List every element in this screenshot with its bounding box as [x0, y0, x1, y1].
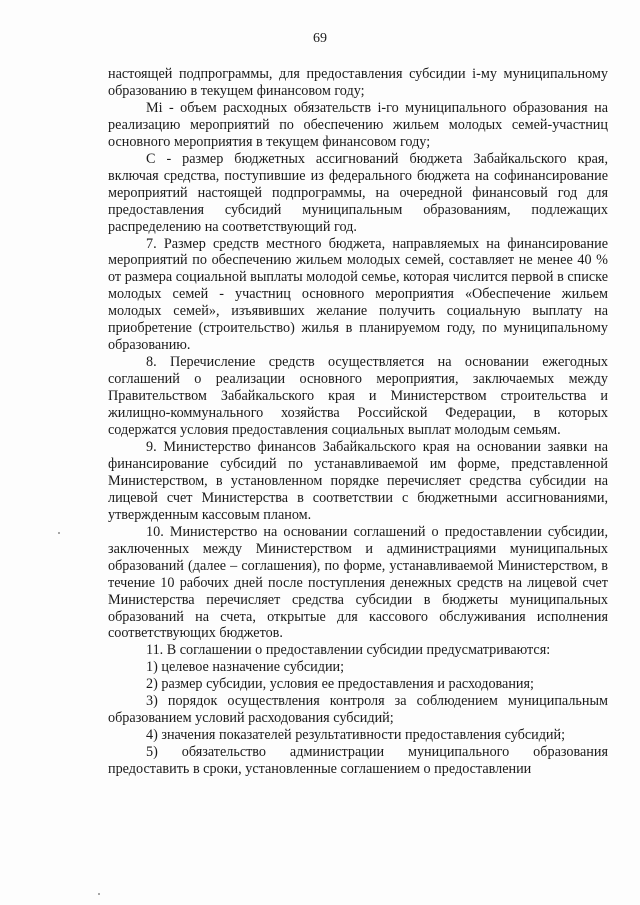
scan-speck — [98, 893, 100, 895]
list-item-4: 4) значения показателей результативности предоставления субсидий; — [146, 727, 566, 744]
list-item-1: 1) целевое назначение субсидии; — [146, 659, 345, 676]
body-text — [108, 66, 608, 778]
paragraph-item-8: 8. Перечисление средств осуществляется на основании ежегодных соглашений о реализации основного мероприятия, заключаемых между Правительством Забайкальского края и Министерством строительства и жилищно-коммунального хозяйства Российской Федерации, в которых содержатся условия предоставления социальных выплат молодым семьям. — [108, 354, 608, 439]
paragraph-c-definition: С - размер бюджетных ассигнований бюджета Забайкальского края, включая средства, поступившие из федерального бюджета на софинансирование мероприятий настоящей подпрограммы, на очередной финансовый год для предоставления субсидий муниципальным образованиям, подлежащих распределению на соответствующий год. — [108, 150, 608, 235]
page-number: 69 — [313, 31, 327, 46]
list-item-3: 3) порядок осуществления контроля за соблюдением муниципальным образованием условий расходования субсидий; — [108, 693, 608, 727]
paragraph-item-11: 11. В соглашении о предоставлении субсидии предусматриваются: — [146, 642, 551, 659]
scan-speck — [58, 532, 60, 534]
list-item-5: 5) обязательство администрации муниципального образования предоставить в сроки, установленные соглашением о предоставлении — [108, 744, 608, 778]
list-item-2: 2) размер субсидии, условия ее предоставления и расходования; — [146, 676, 534, 693]
paragraph-item-9: 9. Министерство финансов Забайкальского края на основании заявки на финансирование субсидий по устанавливаемой им форме, представленной Министерством, в установленном порядке перечисляет средства субсидии на лицевой счет Министерства в соответствии с бюджетными ассигнованиями, утвержденным кассовым планом. — [108, 438, 608, 523]
paragraph-item-10: 10. Министерство на основании соглашений о предоставлении субсидии, заключенных между Министерством и администрациями муниципальных образований (далее – соглашения), по форме, устанавливаемой Министерством, в течение 10 рабочих дней после поступления денежных средств на лицевой счет Министерства перечисляет средства субсидии в бюджеты муниципальных образований на счета, открытые для кассового обслуживания исполнения соответствующих бюджетов. — [108, 523, 608, 642]
paragraph-continuation: настоящей подпрограммы, для предоставления субсидии i-му муниципальному образованию в текущем финансовом году; — [108, 66, 608, 99]
paragraph-mi-definition: Mi - объем расходных обязательств i-го муниципального образования на реализацию мероприятий по обеспечению жильем молодых семей-участниц основного мероприятия в текущем финансовом году; — [108, 99, 608, 150]
paragraph-item-7: 7. Размер средств местного бюджета, направляемых на финансирование мероприятий по обеспечению жильем молодых семей, составляет не менее 40 % от размера социальной выплаты молодой семье, которая числится первой в списке молодых семей - участниц основного мероприятия «Обеспечение жильем молодых семей», изъявивших желание получить социальную выплату на приобретение (строительство) жилья в планируемом году, по муниципальному образованию. — [108, 235, 608, 354]
